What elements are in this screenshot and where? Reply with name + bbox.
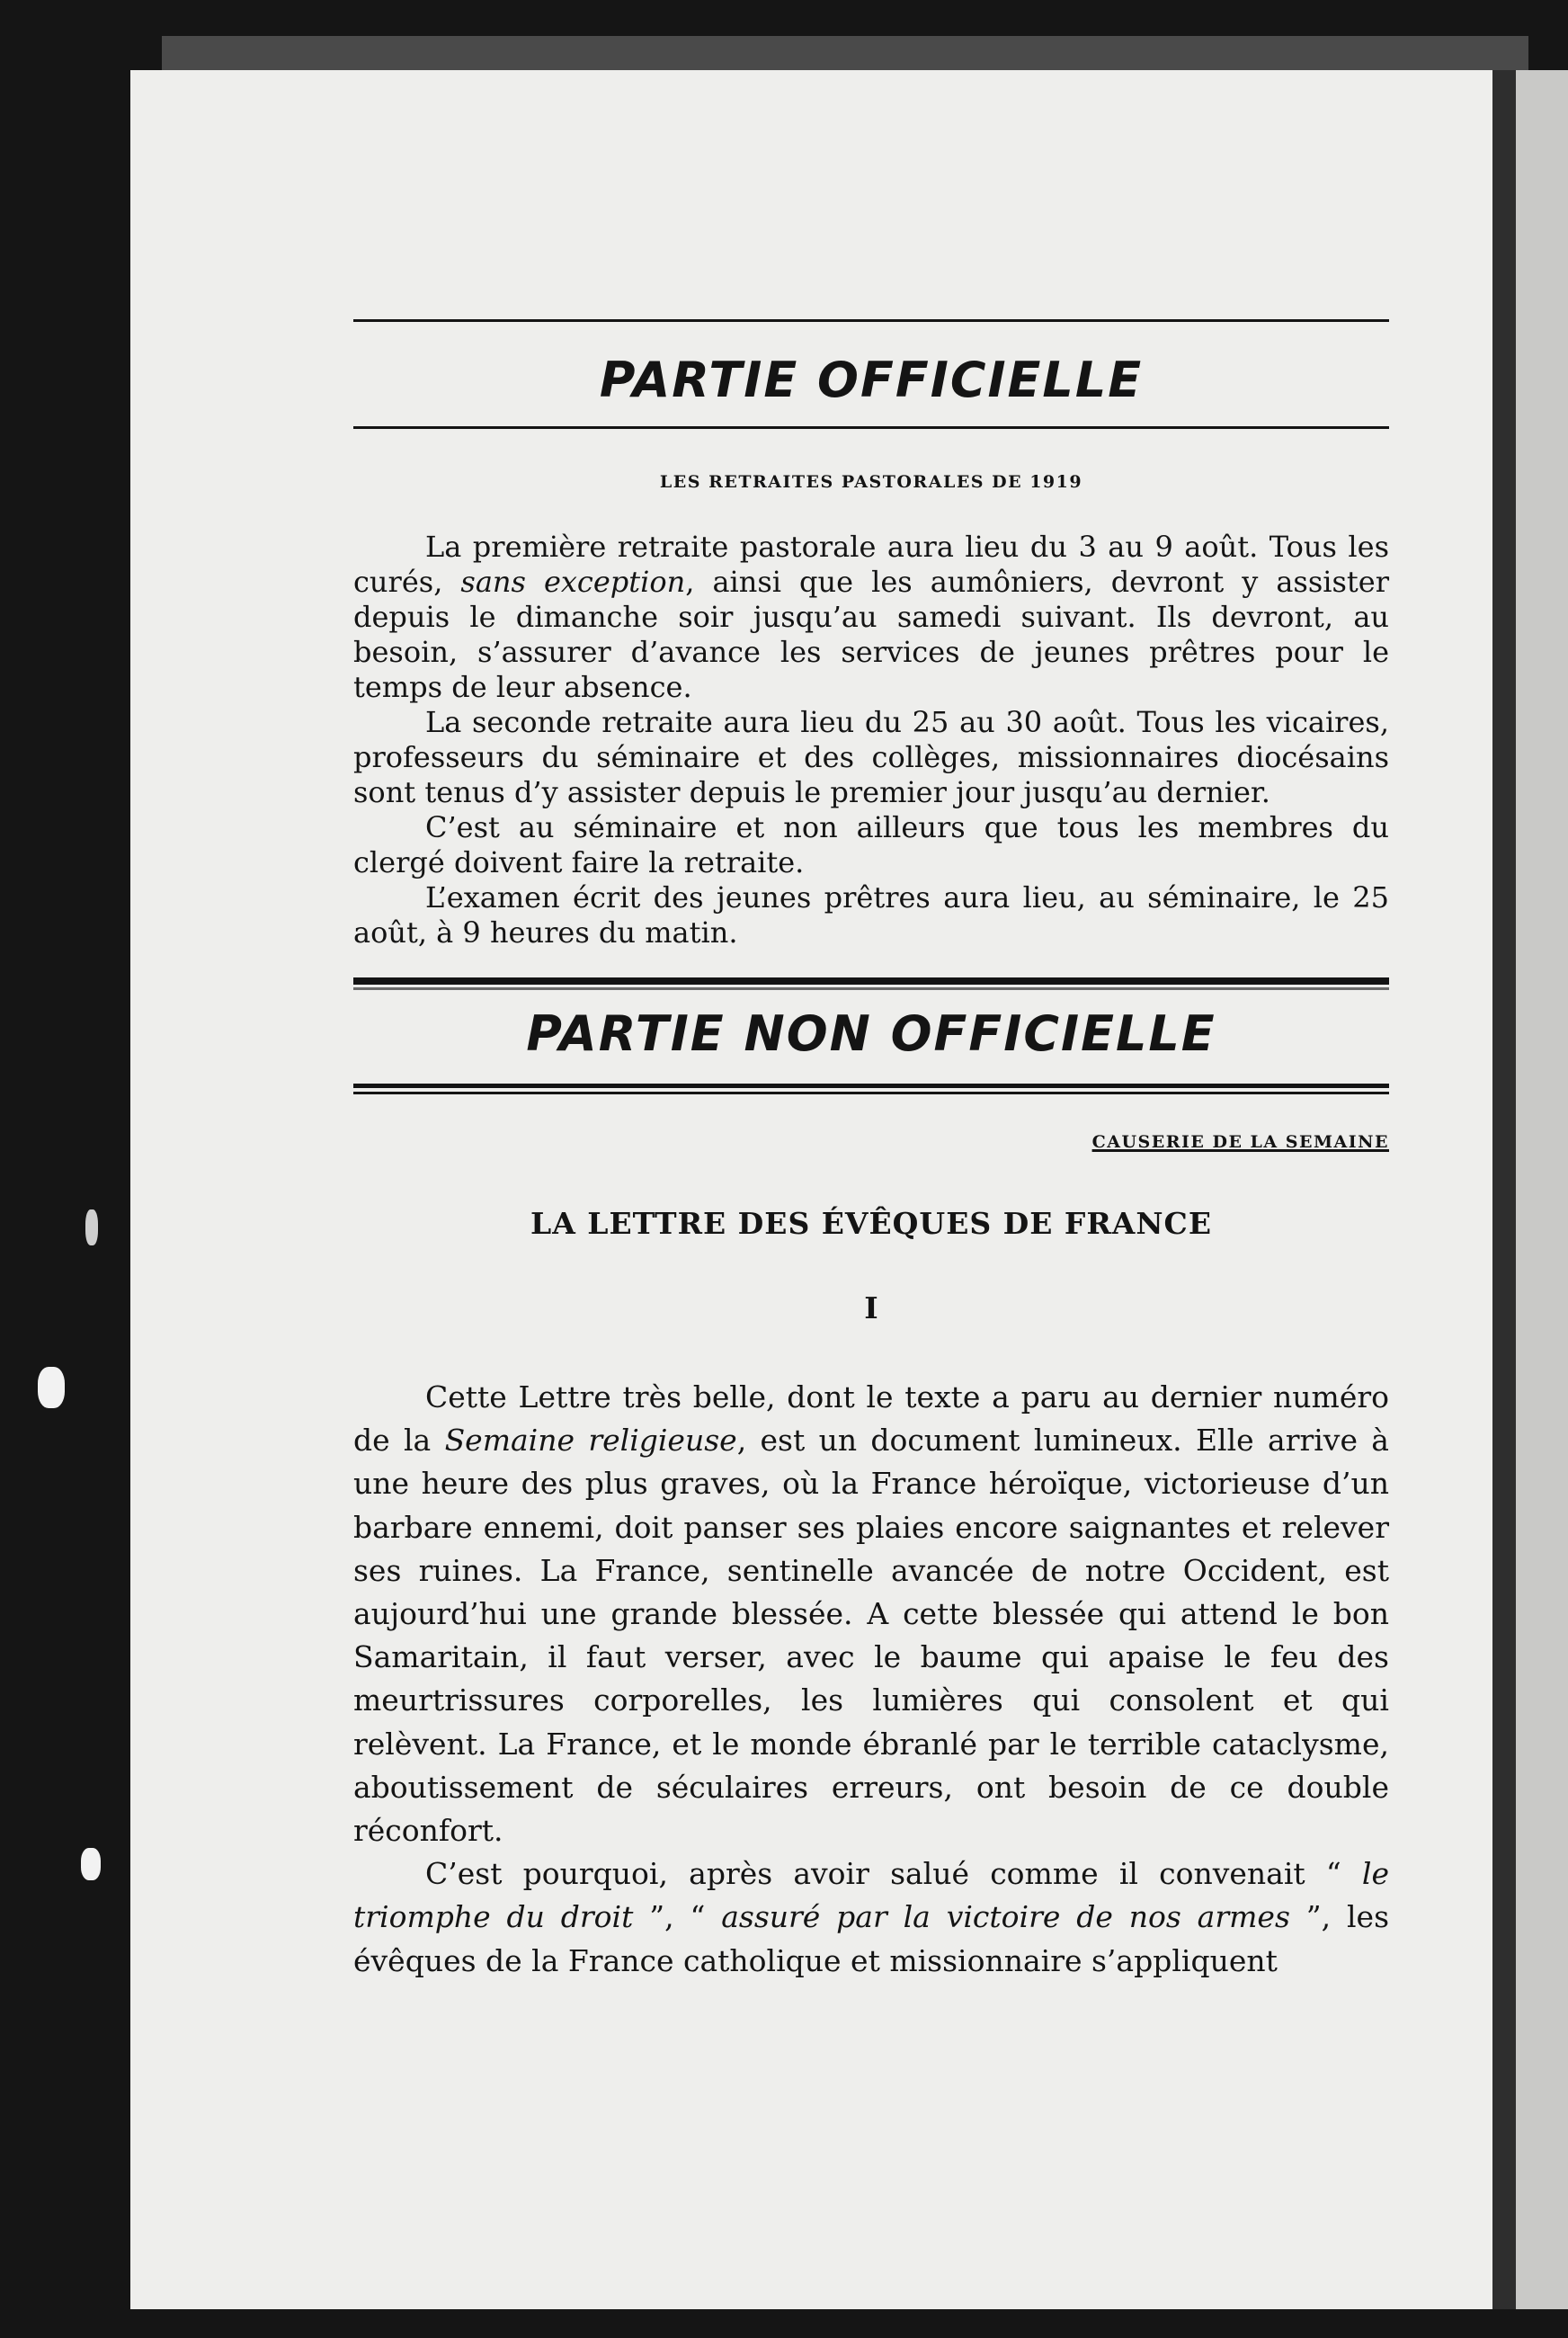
rule-top-unofficial-double	[353, 987, 1389, 990]
weekly-talk-rubric: CAUSERIE DE LA SEMAINE	[1091, 1132, 1389, 1152]
scan-speck	[81, 1848, 101, 1880]
retreats-subheading: LES RETRAITES PASTORALES DE 1919	[659, 472, 1083, 492]
page-edge-shadow	[1492, 70, 1516, 2309]
article-title: LA LETTRE DES ÉVÊQUES DE FRANCE	[530, 1206, 1212, 1241]
document-body	[353, 319, 1389, 1983]
scan-speck	[85, 1209, 98, 1245]
rule-under-unofficial	[353, 1084, 1389, 1088]
official-paragraph-4: L’examen écrit des jeunes prêtres aura lieu, au séminaire, le 25 août, à 9 heures du matin.	[353, 880, 1389, 950]
official-paragraph-1: La première retraite pastorale aura lieu du 3 au 9 août. Tous les curés, sans exception, ainsi que les aumôniers, devront y assister depuis le dimanche soir jusqu’au samedi suivant. Ils devront, au besoin, s’assurer d’avance les services de jeunes prêtres pour le temps de leur absence.	[353, 530, 1390, 704]
official-heading: PARTIE OFFICIELLE	[599, 352, 1144, 408]
section-number: I	[864, 1290, 878, 1325]
article-paragraph-2: C’est pourquoi, après avoir salué comme il convenait “ le triomphe du droit ”, “ assuré par la victoire de nos armes ”, les évêques de la France catholique et missionnaire s’appliquent	[353, 1856, 1390, 1978]
official-paragraph-3: C’est au séminaire et non ailleurs que tous les membres du clergé doivent faire la retraite.	[353, 810, 1389, 879]
rule-under-unofficial-double	[353, 1092, 1389, 1094]
next-page-strip	[1516, 70, 1568, 2309]
article-paragraph-1: Cette Lettre très belle, dont le texte a paru au dernier numéro de la Semaine religieuse, est un document lumineux. Elle arrive à une heure des plus graves, où la France héroïque, victorieuse d’un barbare ennemi, doit panser ses plaies encore saignantes et relever ses ruines. La France, sentinelle avancée de notre Occident, est aujourd’hui une grande blessée. A cette blessée qui attend le bon Samaritain, il faut verser, avec le baume qui apaise le feu des meurtrissures corporelles, les lumières qui consolent et qui relèvent. La France, et le monde ébranlé par le terrible cataclysme, aboutissement de séculaires erreurs, ont besoin de ce double réconfort.	[353, 1379, 1389, 1849]
unofficial-heading: PARTIE NON OFFICIELLE	[526, 1005, 1216, 1062]
rule-top-unofficial	[353, 977, 1389, 985]
rule-top-official	[353, 319, 1389, 322]
scan-speck	[38, 1367, 65, 1408]
rule-under-official	[353, 426, 1389, 429]
official-paragraph-2: La seconde retraite aura lieu du 25 au 30 août. Tous les vicaires, professeurs du séminaire et des collèges, missionnaires diocésains sont tenus d’y assister depuis le premier jour jusqu’au dernier.	[353, 705, 1389, 809]
